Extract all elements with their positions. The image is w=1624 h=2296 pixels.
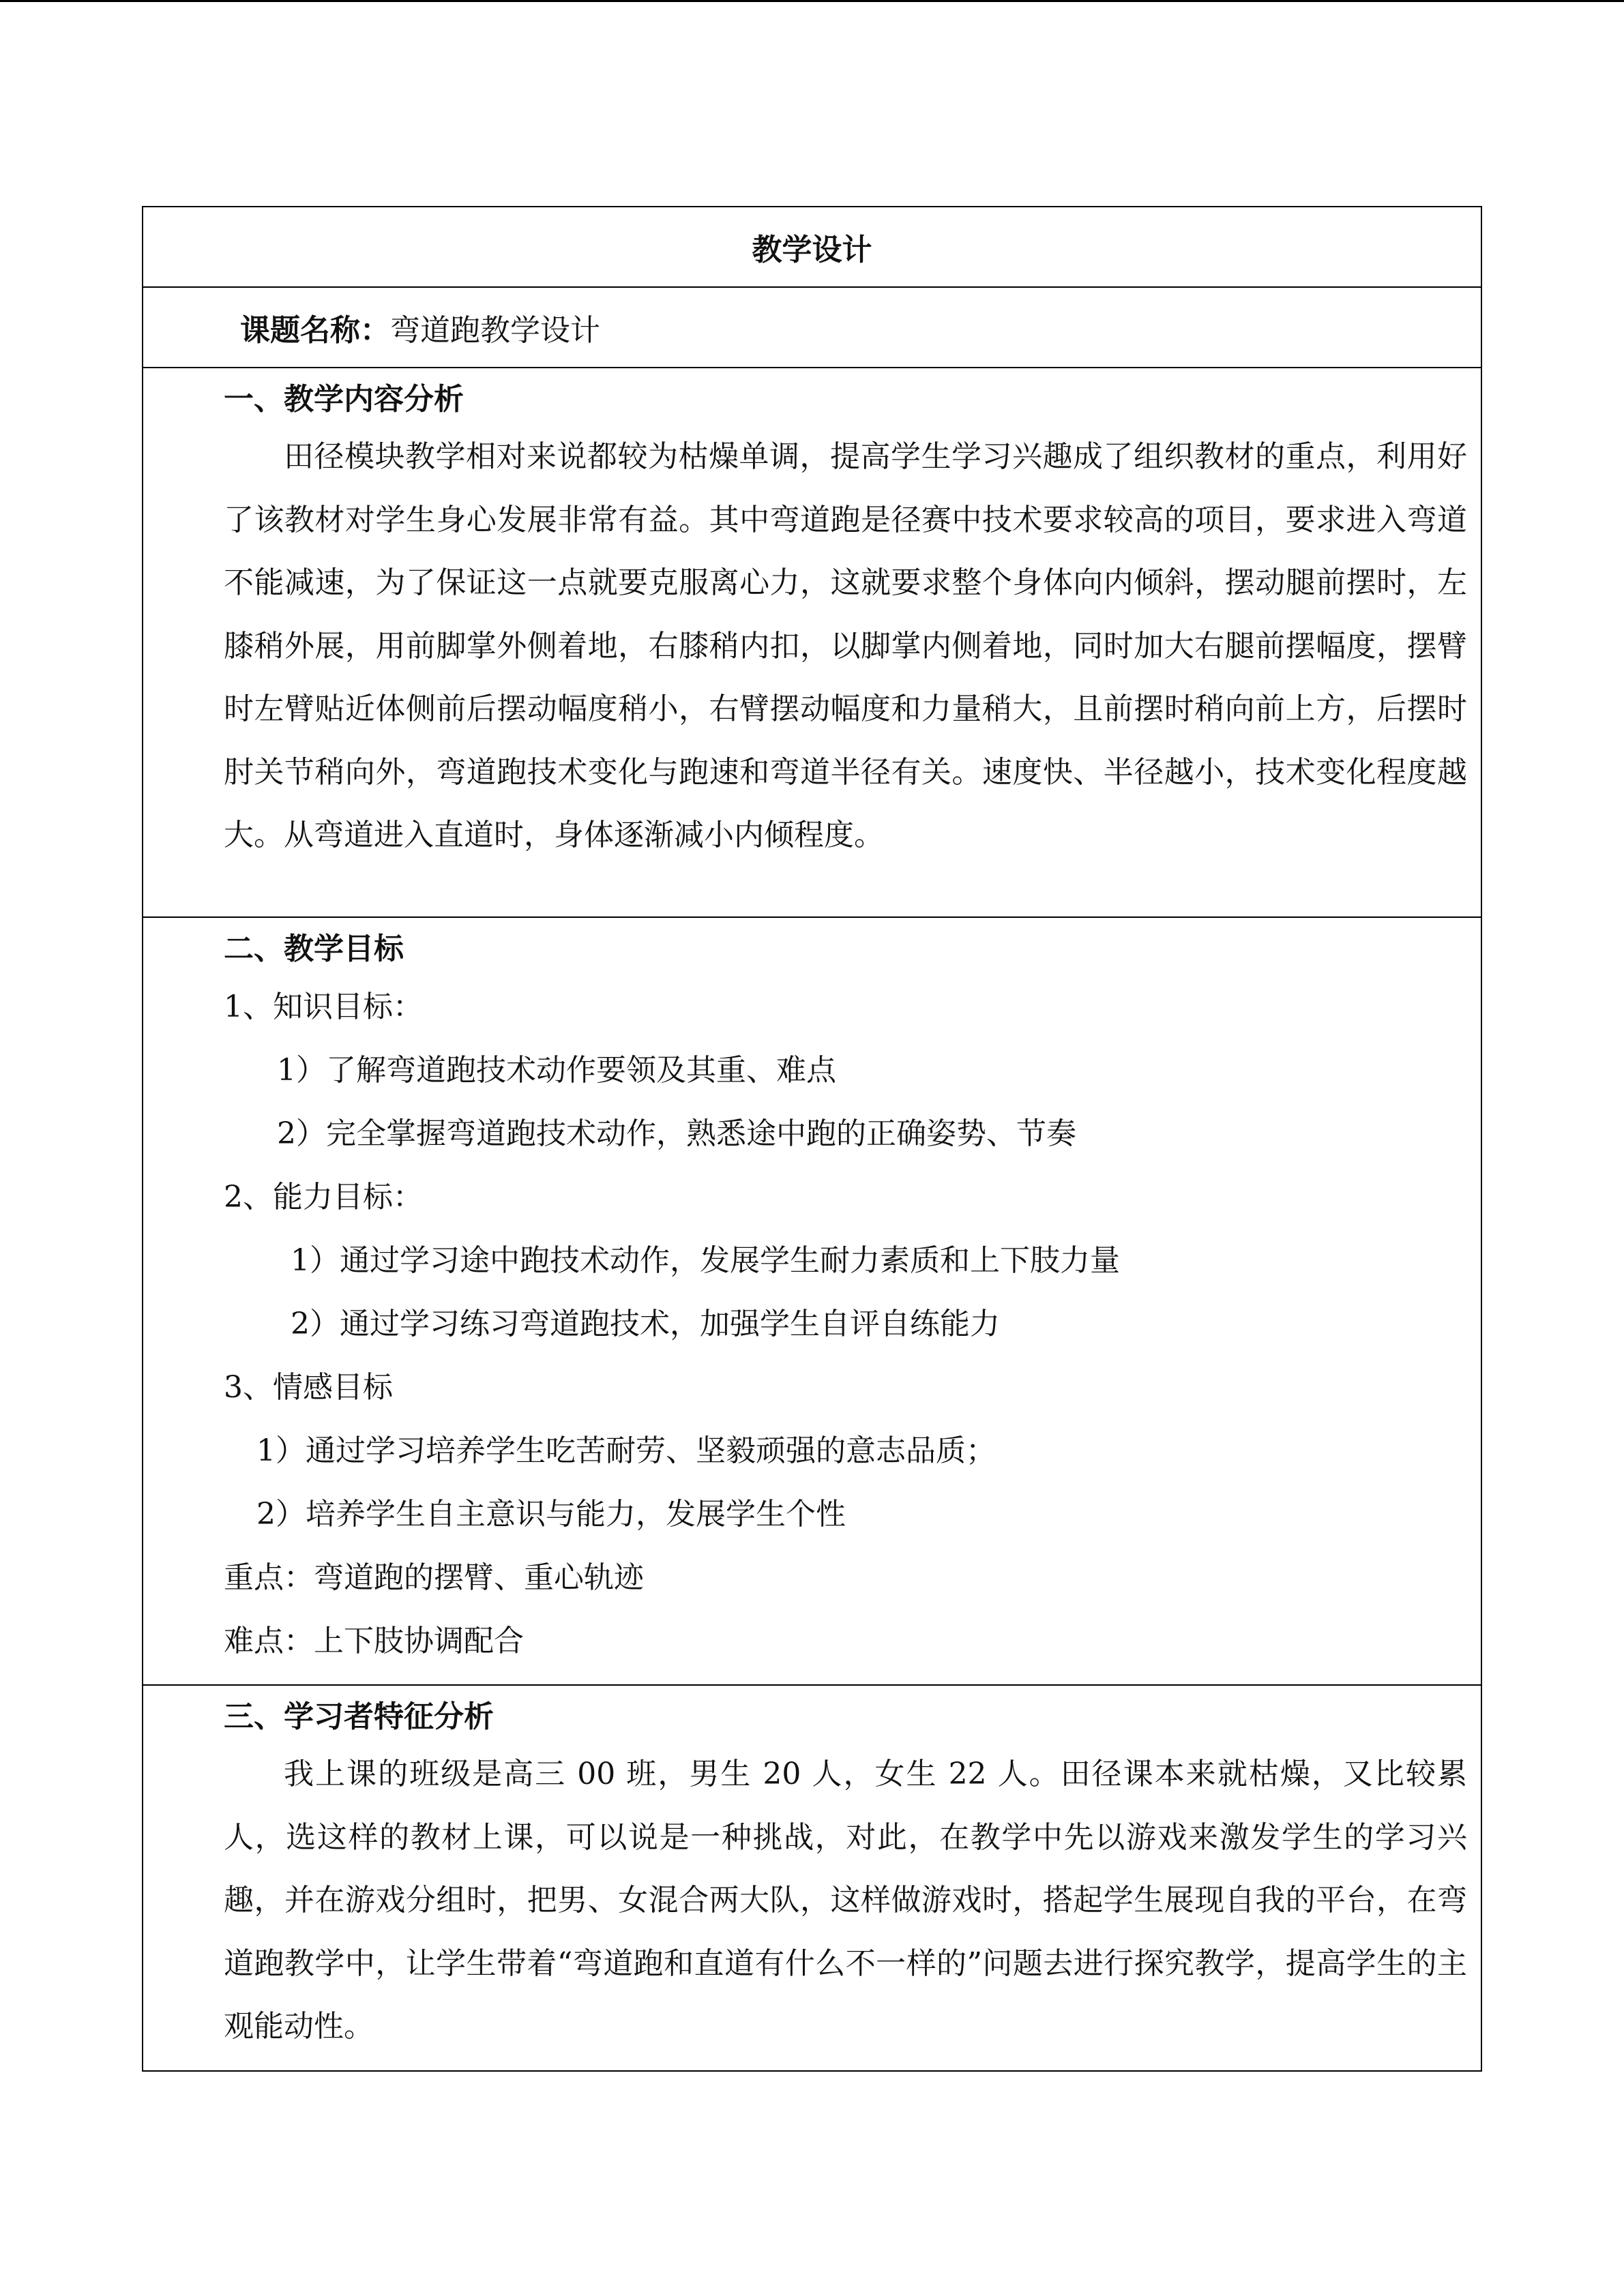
- knowledge-objective-item: 1）了解弯道跑技术动作要领及其重、难点: [277, 1053, 836, 1088]
- difficulty-point: 难点：上下肢协调配合: [224, 1624, 524, 1658]
- document-title: 教学设计: [143, 207, 1481, 288]
- subject-value: 弯道跑教学设计: [390, 313, 600, 348]
- knowledge-objective-title: 1、知识目标：: [224, 989, 423, 1024]
- section-teaching-objectives: [143, 918, 1481, 1686]
- emotion-objective-item: 2）培养学生自主意识与能力，发展学生个性: [256, 1497, 846, 1532]
- section-heading: 三、学习者特征分析: [224, 1699, 494, 1734]
- knowledge-objective-item: 2）完全掌握弯道跑技术动作，熟悉途中跑的正确姿势、节奏: [277, 1116, 1076, 1151]
- subject-row: [143, 288, 1481, 368]
- ability-objective-title: 2、能力目标：: [224, 1180, 423, 1214]
- lesson-plan-table: [142, 206, 1482, 2072]
- ability-objective-item: 1）通过学习途中跑技术动作，发展学生耐力素质和上下肢力量: [291, 1243, 1120, 1278]
- section-heading: 二、教学目标: [224, 931, 404, 966]
- ability-objective-item: 2）通过学习练习弯道跑技术，加强学生自评自练能力: [291, 1307, 1000, 1341]
- section-paragraph: 我上课的班级是高三 00 班，男生 20 人，女生 22 人。田径课本来就枯燥，又比较累人，选这样的教材上课，可以说是一种挑战，对此，在教学中先以游戏来激发学生的学习兴趣，并在游戏分组时，把男、女混合两大队，这样做游戏时，搭起学生展现自我的平台，在弯道跑教学中，让学生带着“弯道跑和直道有什么不一样的”问题去进行探究教学，提高学生的主观能动性。: [224, 1757, 1467, 2044]
- section-heading: 一、教学内容分析: [224, 382, 464, 417]
- emotion-objective-item: 1）通过学习培养学生吃苦耐劳、坚毅顽强的意志品质；: [256, 1433, 996, 1468]
- section-content-analysis: [143, 368, 1481, 918]
- key-point: 重点：弯道跑的摆臂、重心轨迹: [224, 1560, 644, 1595]
- top-border-line: [0, 0, 1624, 2]
- subject-label: 课题名称：: [240, 313, 390, 348]
- section-paragraph: 田径模块教学相对来说都较为枯燥单调，提高学生学习兴趣成了组织教材的重点，利用好了该教材对学生身心发展非常有益。其中弯道跑是径赛中技术要求较高的项目，要求进入弯道不能减速，为了保证这一点就要克服离心力，这就要求整个身体向内倾斜，摆动腿前摆时，左膝稍外展，用前脚掌外侧着地，右膝稍内扣，以脚掌内侧着地，同时加大右腿前摆幅度，摆臂时左臂贴近体侧前后摆动幅度稍小，右臂摆动幅度和力量稍大，且前摆时稍向前上方，后摆时肘关节稍向外，弯道跑技术变化与跑速和弯道半径有关。速度快、半径越小，技术变化程度越大。从弯道进入直道时，身体逐渐减小内倾程度。: [224, 439, 1467, 852]
- emotion-objective-title: 3、情感目标: [224, 1370, 393, 1405]
- section-learner-analysis: [143, 1686, 1481, 2070]
